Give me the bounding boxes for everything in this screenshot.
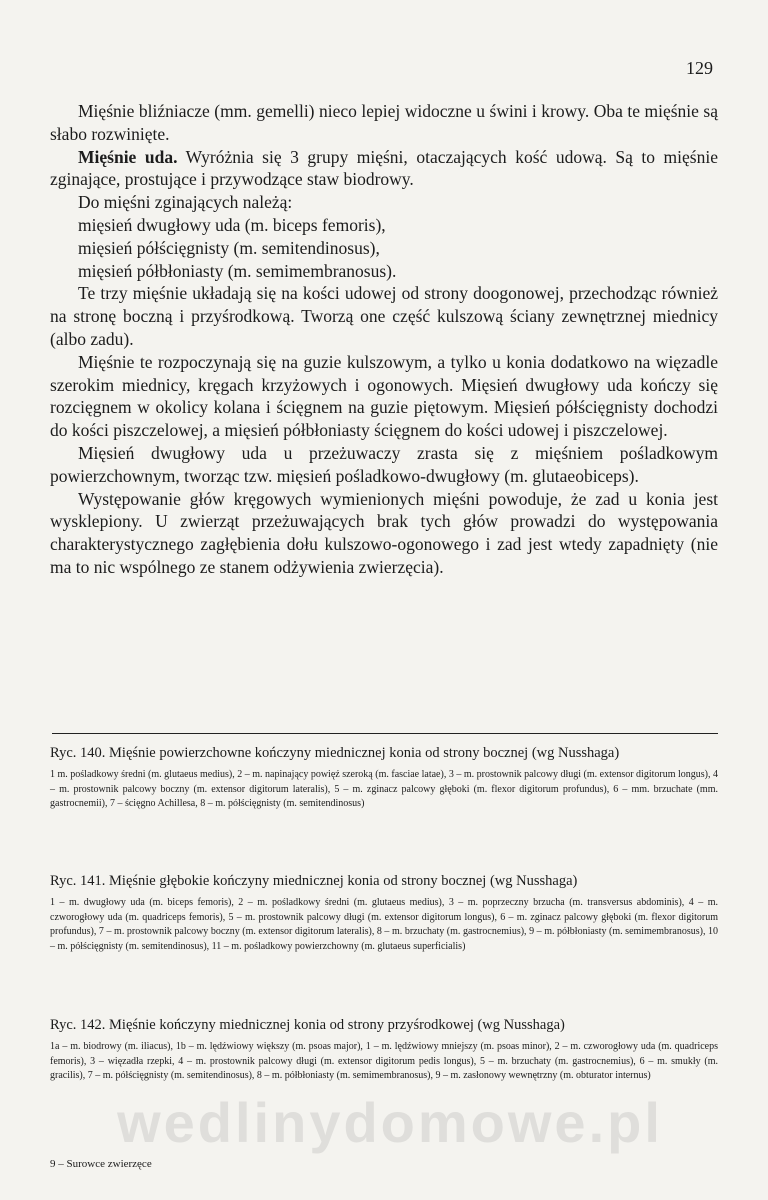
page-footer: 9 – Surowce zwierzęce (50, 1158, 152, 1170)
figure-caption-140 (50, 744, 718, 812)
caption-legend: 1 – m. dwugłowy uda (m. biceps femoris), 2 – m. pośladkowy średni (m. glutaeus medius), 3 – m. poprzeczny brzucha (m. transversus abdominis), 4 – m. czworogłowy uda (m. quadriceps femoris), 5 – m. prostownik palcowy długi (m. extensor digitorum longus), 6 – m. zginacz palcowy głęboki (m. flexor digitorum profundus), 7 – m. prostownik palcowy boczny (m. extensor digitorum lateralis), 8 – m. brzuchaty (m. gastrocnemius), 9 – m. półbłoniasty (m. semimembranosus), 10 – m. półścięgnisty (m. semitendinosus), 11 – m. pośladkowy powierzchowny (m. glutaeus superficialis) (50, 897, 718, 952)
caption-title: Ryc. 141. Mięśnie głębokie kończyny miednicznej konia od strony bocznej (wg Nusshaga) (50, 873, 578, 889)
paragraph-thigh-muscles (50, 146, 718, 192)
caption-title: Ryc. 140. Mięśnie powierzchowne kończyny miednicznej konia od strony bocznej (wg Nusshaga) (50, 745, 620, 761)
list-item: mięsień półścięgnisty (m. semitendinosus), (78, 237, 380, 258)
list-item: mięsień półbłoniasty (m. semimembranosus). (78, 260, 397, 281)
figure-caption-141 (50, 872, 718, 954)
figure-caption-142 (50, 1016, 718, 1084)
body-text (50, 100, 718, 579)
caption-title: Ryc. 142. Mięśnie kończyny miednicznej konia od strony przyśrodkowej (wg Nusshaga) (50, 1017, 565, 1033)
paragraph-origin: Mięśnie te rozpoczynają się na guzie kulszowym, a tylko u konia dodatkowo na więzadle szerokim miednicy, kręgach krzyżowych i ogonowych. Mięsień dwugłowy uda kończy się rozcięgnem w okolicy kolana i ścięgnem na guzie piętowym. Mięsień półścięgnisty dochodzi do kości piszczelowej, a mięsień półbłoniasty ścięgnem do kości udowej i piszczelowej. (50, 351, 718, 441)
section-divider (52, 733, 718, 734)
paragraph-ruminants: Mięsień dwugłowy uda u przeżuwaczy zrasta się z mięśniem pośladkowym powierzchownym, tworząc tzw. mięsień pośladkowo-dwugłowy (m. glutaeobiceps). (50, 442, 718, 486)
paragraph-position: Te trzy mięśnie układają się na kości udowej od strony doogonowej, przechodząc również na stronę boczną i przyśrodkową. Tworzą one część kulszową ściany zewnętrznej miednicy (albo zadu). (50, 283, 718, 349)
caption-legend: 1 m. pośladkowy średni (m. glutaeus medius), 2 – m. napinający powięź szeroką (m. fasciae latae), 3 – m. prostownik palcowy długi (m. extensor digitorum longus), 4 – m. prostownik palcowy boczny (m. extensor digitorum lateralis), 5 – m. zginacz palcowy głęboki (m. flexor digitorum profundus), 6 – mm. brzuchate (mm. gastrocnemii), 7 – ścięgno Achillesa, 8 – m. półścięgnisty (m. semitendinosus) (50, 769, 718, 809)
list-item: mięsień dwugłowy uda (m. biceps femoris), (78, 214, 386, 235)
watermark: wedlinydomowe.pl (117, 1091, 663, 1154)
paragraph-flexors-intro: Do mięśni zginających należą: (78, 192, 293, 213)
paragraph-croup: Występowanie głów kręgowych wymienionych mięśni powoduje, że zad u konia jest wysklepiony. U zwierząt przeżuwających brak tych głów prowadzi do występowania charakterystycznego zagłębienia dołu kulszowo-ogonowego i zad jest wtedy zapadnięty (nie ma to nic wspólnego ze stanem odżywienia zwierzęcia). (50, 488, 718, 577)
paragraph-thigh-text: Wyróżnia się 3 grupy mięśni, otaczających kość udową. Są to mięśnie zginające, prostujące i przywodzące staw biodrowy. (50, 146, 718, 190)
caption-legend: 1a – m. biodrowy (m. iliacus), 1b – m. lędźwiowy większy (m. psoas major), 1 – m. lędźwiowy mniejszy (m. psoas minor), 2 – m. czworogłowy uda (m. quadriceps femoris), 3 – więzadła rzepki, 4 – m. prostownik palcowy długi (m. extensor digitorum pedis longus), 5 – m. brzuchaty (m. gastrocnemius), 6 – m. smukły (m. gracilis), 7 – m. półścięgnisty (m. semitendinosus), 8 – m. półbłoniasty (m. semimembranosus), 9 – m. zasłonowy wewnętrzny (m. obturator internus) (50, 1041, 718, 1081)
section-heading: Mięśnie uda. (78, 146, 178, 167)
paragraph-gemelli: Mięśnie bliźniacze (mm. gemelli) nieco lepiej widoczne u świni i krowy. Oba te mięśnie są słabo rozwinięte. (50, 101, 718, 144)
page-number: 129 (686, 58, 713, 78)
